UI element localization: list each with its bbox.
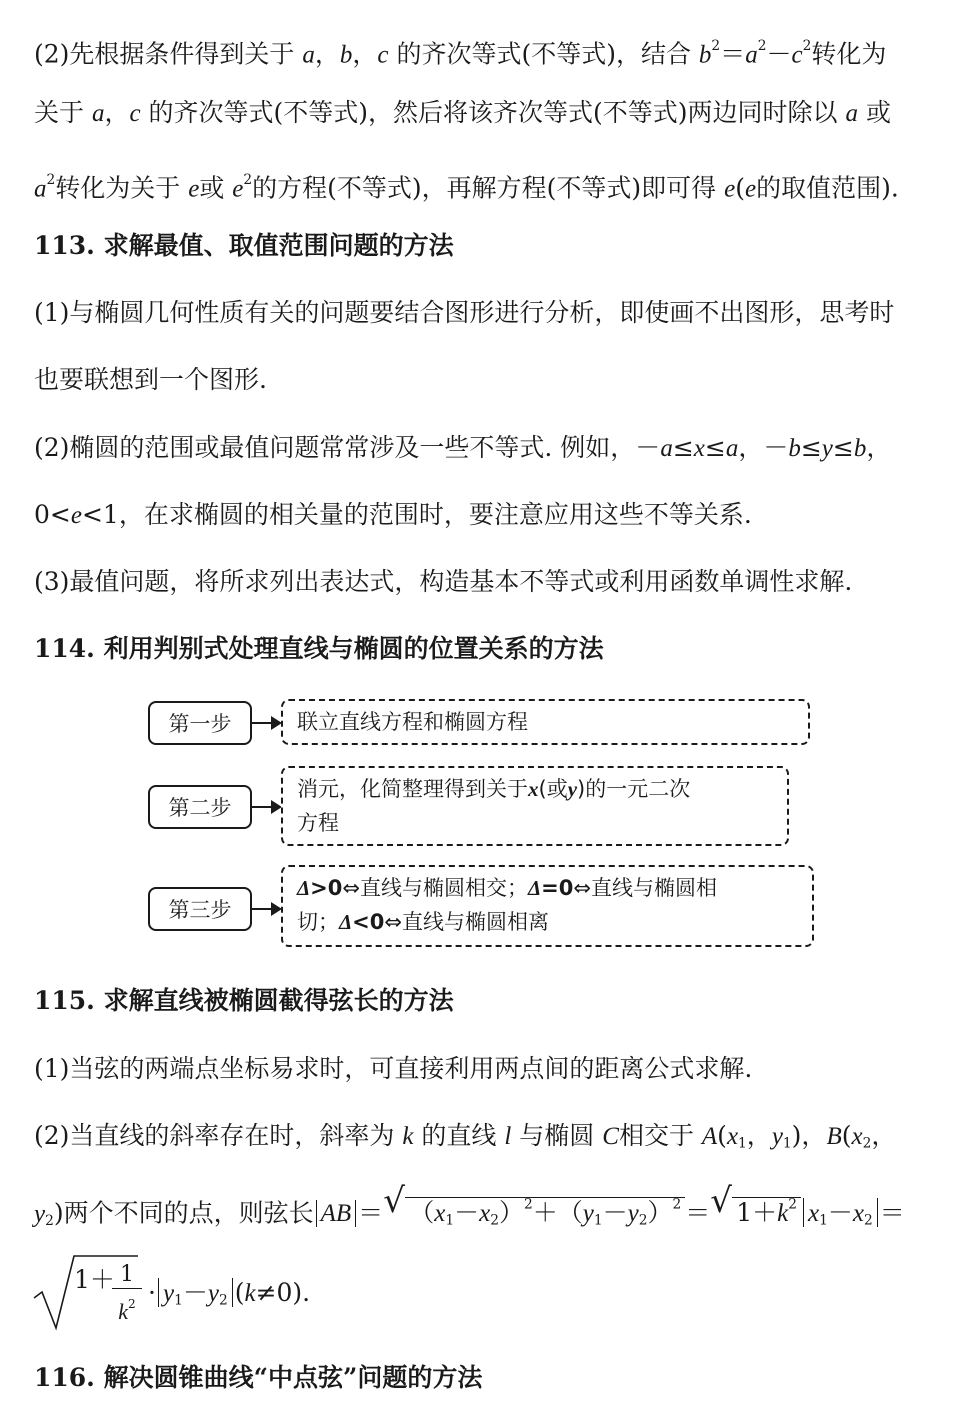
text-line: (2)当直线的斜率存在时，斜率为 k 的直线 l 与椭圆 C相交于 $A(x_1$，$y_1$)，$B(x_2$， [34,1121,897,1152]
math-abs [803,1198,878,1227]
math-abs [158,1278,233,1307]
math-op: ＝ [685,1198,711,1228]
arrow-icon [252,722,280,724]
text: 方程 [297,811,339,835]
text: （ [557,1198,583,1228]
subscript: 2 [45,1212,54,1229]
text: ， [314,39,340,69]
math-var: a [845,100,858,127]
math-op: － [827,1198,853,1228]
math-var: a [725,435,739,462]
math-var: y [207,1280,219,1307]
sqrt-expression [710,1181,801,1232]
arrow-icon [252,806,280,808]
math-var: e [188,175,200,203]
text-line [34,1181,942,1239]
text: 的齐次等式(不等式)，结合 [388,39,699,69]
subscript: 2 [490,1212,499,1229]
math-var: b [788,435,801,462]
exponent: 2 [757,38,767,54]
iff-icon: ⇔ [573,876,591,900]
math-op: ≤ [832,433,854,462]
text: 的直线 [413,1121,505,1150]
math-op: ＝ [720,39,746,69]
text: (2)当直线的斜率存在时，斜率为 [34,1121,403,1150]
text-line [34,497,942,534]
iff-icon: ⇔ [384,910,402,934]
text: )两个不同的点，则弦长 [53,1198,314,1228]
text: 直线与椭圆相离 [402,910,549,934]
math-var: b [339,41,353,69]
text: ） [647,1198,673,1228]
section-heading: 116. 解决圆锥曲线“中点弦”问题的方法 [34,1363,483,1392]
step-box-1: 第一步 [148,701,252,745]
text: 直线与椭圆相交； [360,876,528,900]
text: 与椭圆 [511,1121,603,1150]
subscript: 1 [174,1292,183,1309]
exponent: 2 [788,1197,798,1213]
math-var: Δ [528,876,542,900]
math-var: k [777,1200,789,1228]
text: 的取值范围). [756,173,899,203]
subscript: 1 [738,1135,747,1152]
math-op: ＋ [532,1198,558,1228]
math-op: <0 [352,910,385,934]
math-var: y [821,435,833,462]
text-line: (1)与椭圆几何性质有关的问题要结合图形进行分析，即使画不出图形，思考时 [34,298,895,327]
text: ， [104,98,130,127]
text: )的一元二次 [577,777,691,801]
text-line [34,95,942,132]
math-abs: AB [316,1200,357,1227]
math-var: k [118,1298,129,1324]
text: <1，在求椭圆的相关量的范围时，要注意应用这些不等关系. [81,500,752,529]
math-var: b [853,435,867,462]
text-line [34,162,942,207]
exponent: 2 [672,1197,682,1213]
text: (2)椭圆的范围或最值问题常常涉及一些不等式. 例如，－ [34,433,661,462]
math-var: y [34,1200,46,1228]
math-var: a [302,41,315,69]
text-line: (1)当弦的两端点坐标易求时，可直接利用两点间的距离公式求解. [34,1054,753,1083]
math-var: a [745,41,758,69]
math-op: ＋ [89,1265,115,1294]
math-op: － [182,1278,208,1307]
math-var: l [504,1123,512,1150]
math-var: c [129,100,141,127]
math-op: ＋ [752,1198,778,1228]
math-var: B [826,1123,842,1150]
math-op: － [602,1198,628,1228]
exponent: 2 [711,38,721,54]
subscript: 1 [593,1212,603,1229]
text: 或 [199,173,233,203]
math-op: ≠0 [255,1278,293,1307]
text: ，－ [738,433,789,462]
text: (2)先根据条件得到关于 [34,39,303,69]
text: 切； [297,910,339,934]
sqrt-icon: √ [383,1181,405,1221]
math-op: ＝ [358,1198,384,1228]
text: ). [292,1278,311,1307]
math-var: k [402,1123,414,1150]
section-heading: 115. 求解直线被椭圆截得弦长的方法 [34,986,454,1015]
text: 或 [858,98,891,127]
step-text-3 [281,865,814,947]
section-heading: 113. 求解最值、取值范围问题的方法 [34,231,454,260]
math-op: ≤ [704,433,726,462]
math-op: ≤ [672,433,694,462]
math-var: y [567,777,578,801]
step-text-1 [281,699,810,745]
sqrt-expression [383,1181,685,1239]
math-var: b [698,41,712,69]
math-var: x [851,1123,863,1150]
math-var: x [434,1200,446,1228]
text-line: 也要联想到一个图形. [34,365,267,394]
text: 1 [736,1198,753,1228]
math-var: k [244,1280,256,1307]
exponent: 2 [523,1197,533,1213]
fraction-numerator: 1 [112,1262,142,1289]
step-box-3: 第三步 [148,887,252,931]
math-var: y [627,1200,639,1228]
exponent: 2 [243,172,253,188]
text: 1 [74,1265,90,1294]
math-var: e [724,175,736,203]
section-heading: 114. 利用判别式处理直线与椭圆的位置关系的方法 [34,634,604,663]
text: ( [735,173,745,203]
math-var: x [808,1200,820,1228]
subscript: 1 [819,1212,828,1229]
text: (或 [538,777,568,801]
exponent: 2 [128,1297,136,1311]
subscript: 2 [862,1135,872,1152]
text-line [34,28,942,73]
math-var: a [91,100,105,127]
math-var: x [479,1200,491,1228]
text: 的方程(不等式)，再解方程(不等式)即可得 [252,173,725,203]
text: 关于 [34,98,92,127]
math-var: x [528,777,539,801]
math-op: － [454,1198,480,1228]
math-op: ≤ [800,433,822,462]
math-var: a [660,435,673,462]
math-var: e [232,175,244,203]
text: 0< [34,500,71,529]
math-var: Δ [339,910,353,934]
text: 相交于 [618,1121,702,1150]
math-var: Δ [297,876,311,900]
exponent: 2 [46,172,56,188]
math-var: x [693,435,705,462]
subscript: 2 [864,1212,873,1229]
subscript: 1 [782,1135,792,1152]
text-line [34,430,942,467]
text-line: (3)最值问题，将所求列出表达式，构造基本不等式或利用函数单调性求解. [34,567,853,596]
math-op: >0 [310,876,343,900]
text: 联立直线方程和椭圆方程 [297,710,528,734]
text: 消元，化简整理得到关于 [297,777,528,801]
math-var: a [34,175,47,203]
text: 转化为 [811,39,887,69]
math-var: x [726,1123,739,1150]
formula-tail: · $y_1-y_2$ (k≠0). [148,1278,311,1309]
math-var: c [791,41,803,69]
step-text-2 [281,766,789,846]
math-var: y [582,1200,594,1228]
math-var: e [70,502,82,529]
text: 的齐次等式(不等式)，然后将该齐次等式(不等式)两边同时除以 [140,98,846,127]
text: ） [498,1198,524,1228]
math-op: · [148,1278,156,1307]
math-var: A [701,1123,718,1150]
text: ， [352,39,378,69]
fraction [112,1262,142,1328]
subscript: 2 [638,1212,648,1229]
formula-body [74,1262,115,1298]
exponent: 2 [802,38,812,54]
math-var: e [744,175,757,203]
math-var: x [852,1200,865,1228]
math-op: =0 [541,876,574,900]
math-var: C [602,1123,619,1150]
math-var: y [162,1280,175,1307]
text: ， [866,433,892,462]
text: 直线与椭圆相 [591,876,717,900]
math-var: c [377,41,389,69]
subscript: 2 [218,1292,228,1309]
math-op: － [766,39,792,69]
fraction-denominator [112,1289,142,1328]
text: 转化为关于 [55,173,189,203]
sqrt-icon: √ [710,1181,732,1221]
step-box-2: 第二步 [148,785,252,829]
iff-icon: ⇔ [342,876,360,900]
subscript: 1 [445,1212,455,1229]
arrow-icon [252,908,280,910]
text: （ [409,1198,435,1228]
math-op: ＝ [879,1198,905,1228]
math-var: y [771,1123,783,1150]
